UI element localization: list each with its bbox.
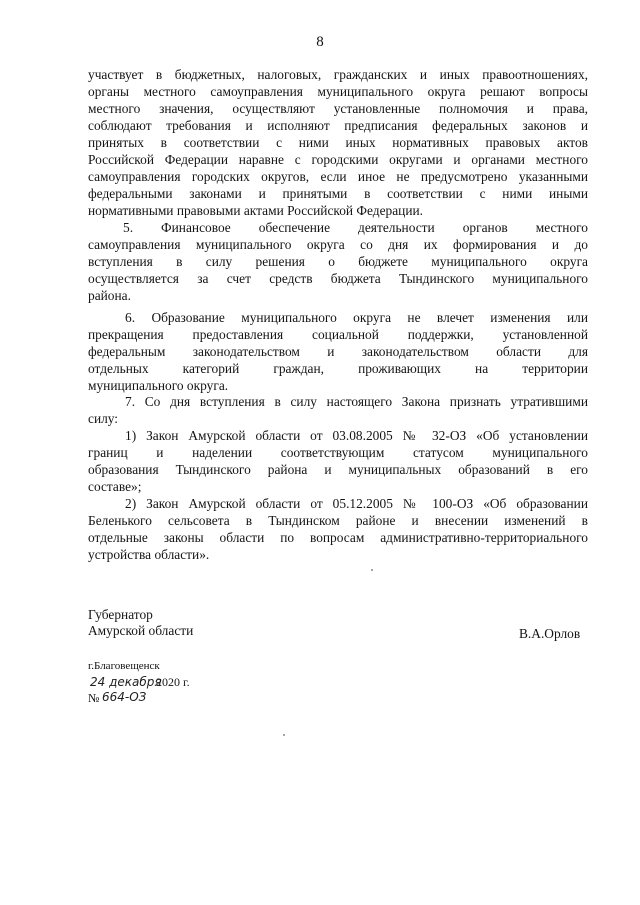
text-line: участвует в бюджетных, налоговых, гражданских и иных правоотношениях, (88, 67, 588, 82)
place-of-signing: г.Благовещенск (88, 660, 160, 672)
number-prefix: № (88, 691, 100, 705)
text-line: 2) Закон Амурской области от 05.12.2005 № 100-ОЗ «Об образовании (125, 496, 588, 511)
text-line: Беленького сельсовета в Тындинском районе и внесении изменений в (88, 513, 588, 528)
text-line: 6. Образование муниципального округа не влечет изменения или (125, 310, 588, 325)
signature-title-line1: Губернатор (88, 607, 153, 622)
scan-speck (283, 734, 285, 736)
text-line: границ и наделении соответствующим статусом муниципального (88, 445, 588, 460)
scan-speck (371, 569, 373, 571)
printed-year: 2020 г. (156, 675, 190, 689)
text-line: соблюдают требования и исполняют предписания федеральных законов и (88, 118, 588, 133)
text-line: федеральными законами и принятыми в соответствии с ними иными (88, 186, 588, 201)
text-line: Российской Федерации наравне с городскими округами и органами местного (88, 152, 588, 167)
text-line: отдельных категорий граждан, проживающих на территории (88, 361, 588, 376)
signatory-name: В.А.Орлов (519, 626, 581, 641)
text-line: 1) Закон Амурской области от 03.08.2005 № 32-ОЗ «Об установлении (125, 428, 588, 443)
text-line: органы местного самоуправления муниципального округа решают вопросы (88, 84, 588, 99)
text-line: местного значения, осуществляют установленные полномочия и права, (88, 101, 588, 116)
text-line: отдельные законы области по вопросам административно-территориального (88, 530, 588, 545)
text-line: принятых в соответствии с ними иных нормативных правовых актов (88, 135, 588, 150)
text-line: устройства области». (88, 547, 210, 562)
text-line: федеральным законодательством и законодательством области для (88, 344, 588, 359)
text-line: муниципального округа. (88, 378, 229, 393)
text-line: образования Тындинского района и муниципальных образований в его (88, 462, 588, 477)
text-line: самоуправления городских округов, если иное не предусмотрено указанными (88, 169, 588, 184)
text-line: осуществляется за счет средств бюджета Тындинского муниципального (88, 271, 588, 286)
text-line: вступления в силу решения о бюджете муниципального округа (88, 254, 588, 269)
text-line: самоуправления муниципального округа со дня их формирования и до (88, 237, 588, 252)
text-line: нормативными правовыми актами Российской Федерации. (88, 203, 424, 218)
handwritten-date: 24 декабря (90, 675, 162, 689)
text-line: 5. Финансовое обеспечение деятельности органов местного (123, 220, 588, 235)
text-line: составе»; (88, 479, 142, 494)
text-line: прекращения предоставления социальной поддержки, установленной (88, 327, 588, 342)
page-number: 8 (316, 34, 324, 50)
text-line: 7. Со дня вступления в силу настоящего Закона признать утратившими (125, 394, 588, 409)
signature-title-line2: Амурской области (88, 623, 194, 638)
text-line: района. (88, 288, 131, 303)
handwritten-number: 664-ОЗ (102, 690, 147, 704)
text-line: силу: (88, 411, 119, 426)
